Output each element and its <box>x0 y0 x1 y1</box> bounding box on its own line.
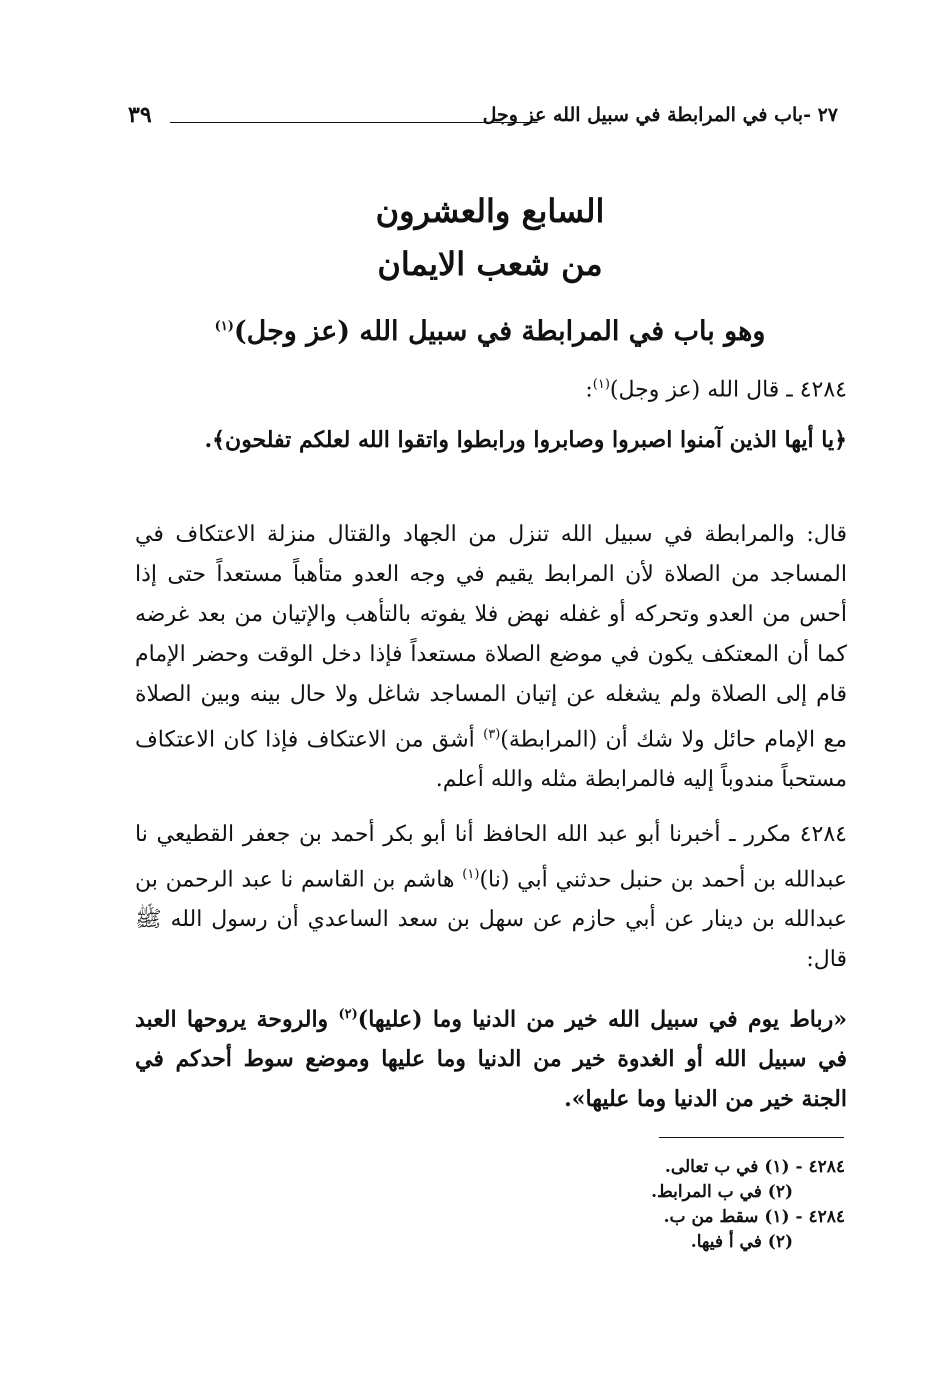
footnote: (٢) في ب المرابط. <box>651 1182 793 1202</box>
commentary-paragraph <box>135 515 847 800</box>
footnote: ٤٢٨٤ - (١) في ب تعالى. <box>664 1157 845 1177</box>
matn-note: (٢) <box>338 1007 358 1022</box>
isnad-text-2: هاشم بن القاسم نا عبد الرحمن بن عبدالله بن دينار عن أبي حازم عن سهل بن سعد الساعدي أن رسول الله ﷺ قال: <box>135 867 847 973</box>
isnad-text-1: ٤٢٨٤ مكرر ـ أخبرنا أبو عبد الله الحافظ أنا أبو بكر أحمد بن جعفر القطيعي نا عبدالله بن أحمد بن حنبل حدثني أبي (نا) <box>135 822 847 893</box>
footnote-rule <box>659 1137 844 1138</box>
quote-intro-colon: : <box>585 377 593 403</box>
chapter-heading-line2: من شعب الايمان <box>377 245 603 283</box>
section-heading-text: وهو باب في المرابطة في سبيل الله (عز وجل) <box>233 316 766 347</box>
quote-intro-note: (١) <box>592 377 610 392</box>
matn-text-1: «رباط يوم في سبيل الله خير من الدنيا وما (عليها) <box>357 1006 847 1033</box>
footnote: (٢) في أ فيها. <box>690 1232 793 1252</box>
header-rule <box>170 122 538 123</box>
running-header <box>128 100 838 140</box>
page-number: ٣٩ <box>128 102 152 128</box>
commentary-text-1: قال: والمرابطة في سبيل الله تنزل من الجهاد والقتال منزلة الاعتكاف في المساجد من الصلاة لأن المرابط يقيم في وجه العدو متأهباً مستعداً حتى إذا أحس من العدو وتحركه أو غفله نهض فلا يفوته بالتأهب والإتيان من بعد غرضه كما أن المعتكف يكون في موضع الصلاة مستعداً فإذا دخل الوقت وحضر الإمام قام إلى الصلاة ولم يشغله عن إتيان المساجد شاغل ولا حال بينه وبين الصلاة مع الإمام حائل ولا شك أن (المرابطة) <box>135 522 848 753</box>
matn-text-2: والروحة يروحها العبد في سبيل الله أو الغدوة خير من الدنيا وما عليها وموضع سوط أحدكم في الجنة خير من الدنيا وما عليها». <box>135 1006 847 1113</box>
hadith-matn <box>135 995 847 1119</box>
running-title: ٢٧ -باب في المرابطة في سبيل الله عز وجل <box>482 104 838 126</box>
section-heading-note: (١) <box>214 319 234 334</box>
isnad-note: (١) <box>462 867 480 882</box>
quote-intro-text: ٤٢٨٤ ـ قال الله (عز وجل) <box>609 377 847 403</box>
commentary-note: (٣) <box>483 727 501 742</box>
quote-intro <box>135 365 847 410</box>
commentary-text-2: أشق من الاعتكاف فإذا كان الاعتكاف مستحباً مندوباً إليه فالمرابطة مثله والله أعلم. <box>135 727 847 793</box>
quran-verse: ﴿يا أيها الذين آمنوا اصبروا وصابروا ورابطوا واتقوا الله لعلكم تفلحون﴾. <box>204 427 847 453</box>
chapter-heading-line1: السابع والعشرون <box>375 192 605 230</box>
footnotes <box>445 1155 845 1255</box>
footnote: ٤٢٨٤ - (١) سقط من ب. <box>663 1207 845 1227</box>
section-heading <box>140 316 840 347</box>
hadith-isnad <box>135 815 847 980</box>
